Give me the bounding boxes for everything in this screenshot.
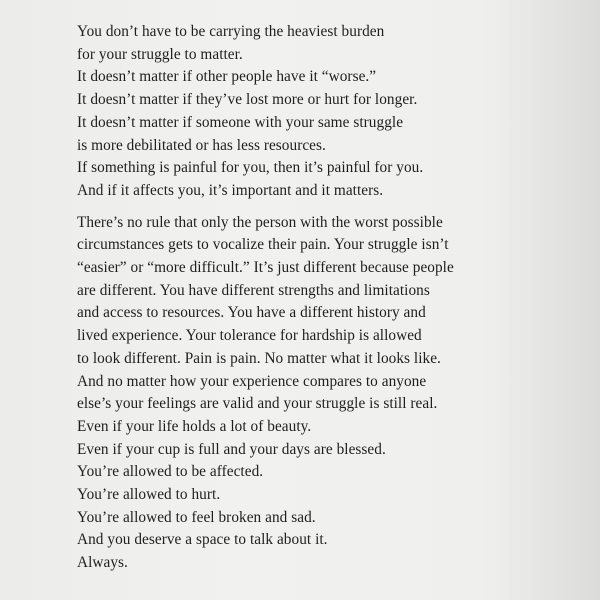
text-line: Even if your cup is full and your days are blessed. [77, 440, 386, 458]
text-line: for your struggle to matter. [77, 45, 243, 63]
text-line: “easier” or “more difficult.” It’s just different because people [77, 259, 454, 277]
text-line: It doesn’t matter if someone with your same struggle [77, 113, 404, 131]
paragraph-2 [77, 212, 577, 575]
page-text [77, 21, 577, 575]
text-line: You’re allowed to feel broken and sad. [77, 508, 316, 526]
text-line: It doesn’t matter if they’ve lost more or hurt for longer. [77, 91, 418, 109]
text-line: lived experience. Your tolerance for hardship is allowed [77, 327, 422, 345]
text-line: There’s no rule that only the person with the worst possible [77, 213, 443, 231]
text-line: And you deserve a space to talk about it. [77, 531, 328, 549]
text-line: If something is painful for you, then it’s painful for you. [77, 159, 424, 177]
text-line: else’s your feelings are valid and your struggle is still real. [77, 395, 438, 413]
text-line: You’re allowed to hurt. [77, 486, 221, 504]
text-line: Even if your life holds a lot of beauty. [77, 417, 312, 435]
text-line: And if it affects you, it’s important and it matters. [77, 181, 384, 199]
text-line: and access to resources. You have a different history and [77, 304, 426, 322]
text-line: are different. You have different strengths and limitations [77, 281, 430, 299]
text-line: You’re allowed to be affected. [77, 463, 264, 481]
text-line: is more debilitated or has less resources. [77, 136, 326, 154]
text-line: It doesn’t matter if other people have it “worse.” [77, 68, 377, 86]
text-line: And no matter how your experience compares to anyone [77, 372, 427, 390]
text-line: Always. [77, 554, 128, 572]
text-line: You don’t have to be carrying the heaviest burden [77, 23, 385, 40]
text-line: circumstances gets to vocalize their pain. Your struggle isn’t [77, 236, 449, 254]
text-line: to look different. Pain is pain. No matter what it looks like. [77, 349, 441, 367]
paragraph-1 [77, 21, 577, 203]
